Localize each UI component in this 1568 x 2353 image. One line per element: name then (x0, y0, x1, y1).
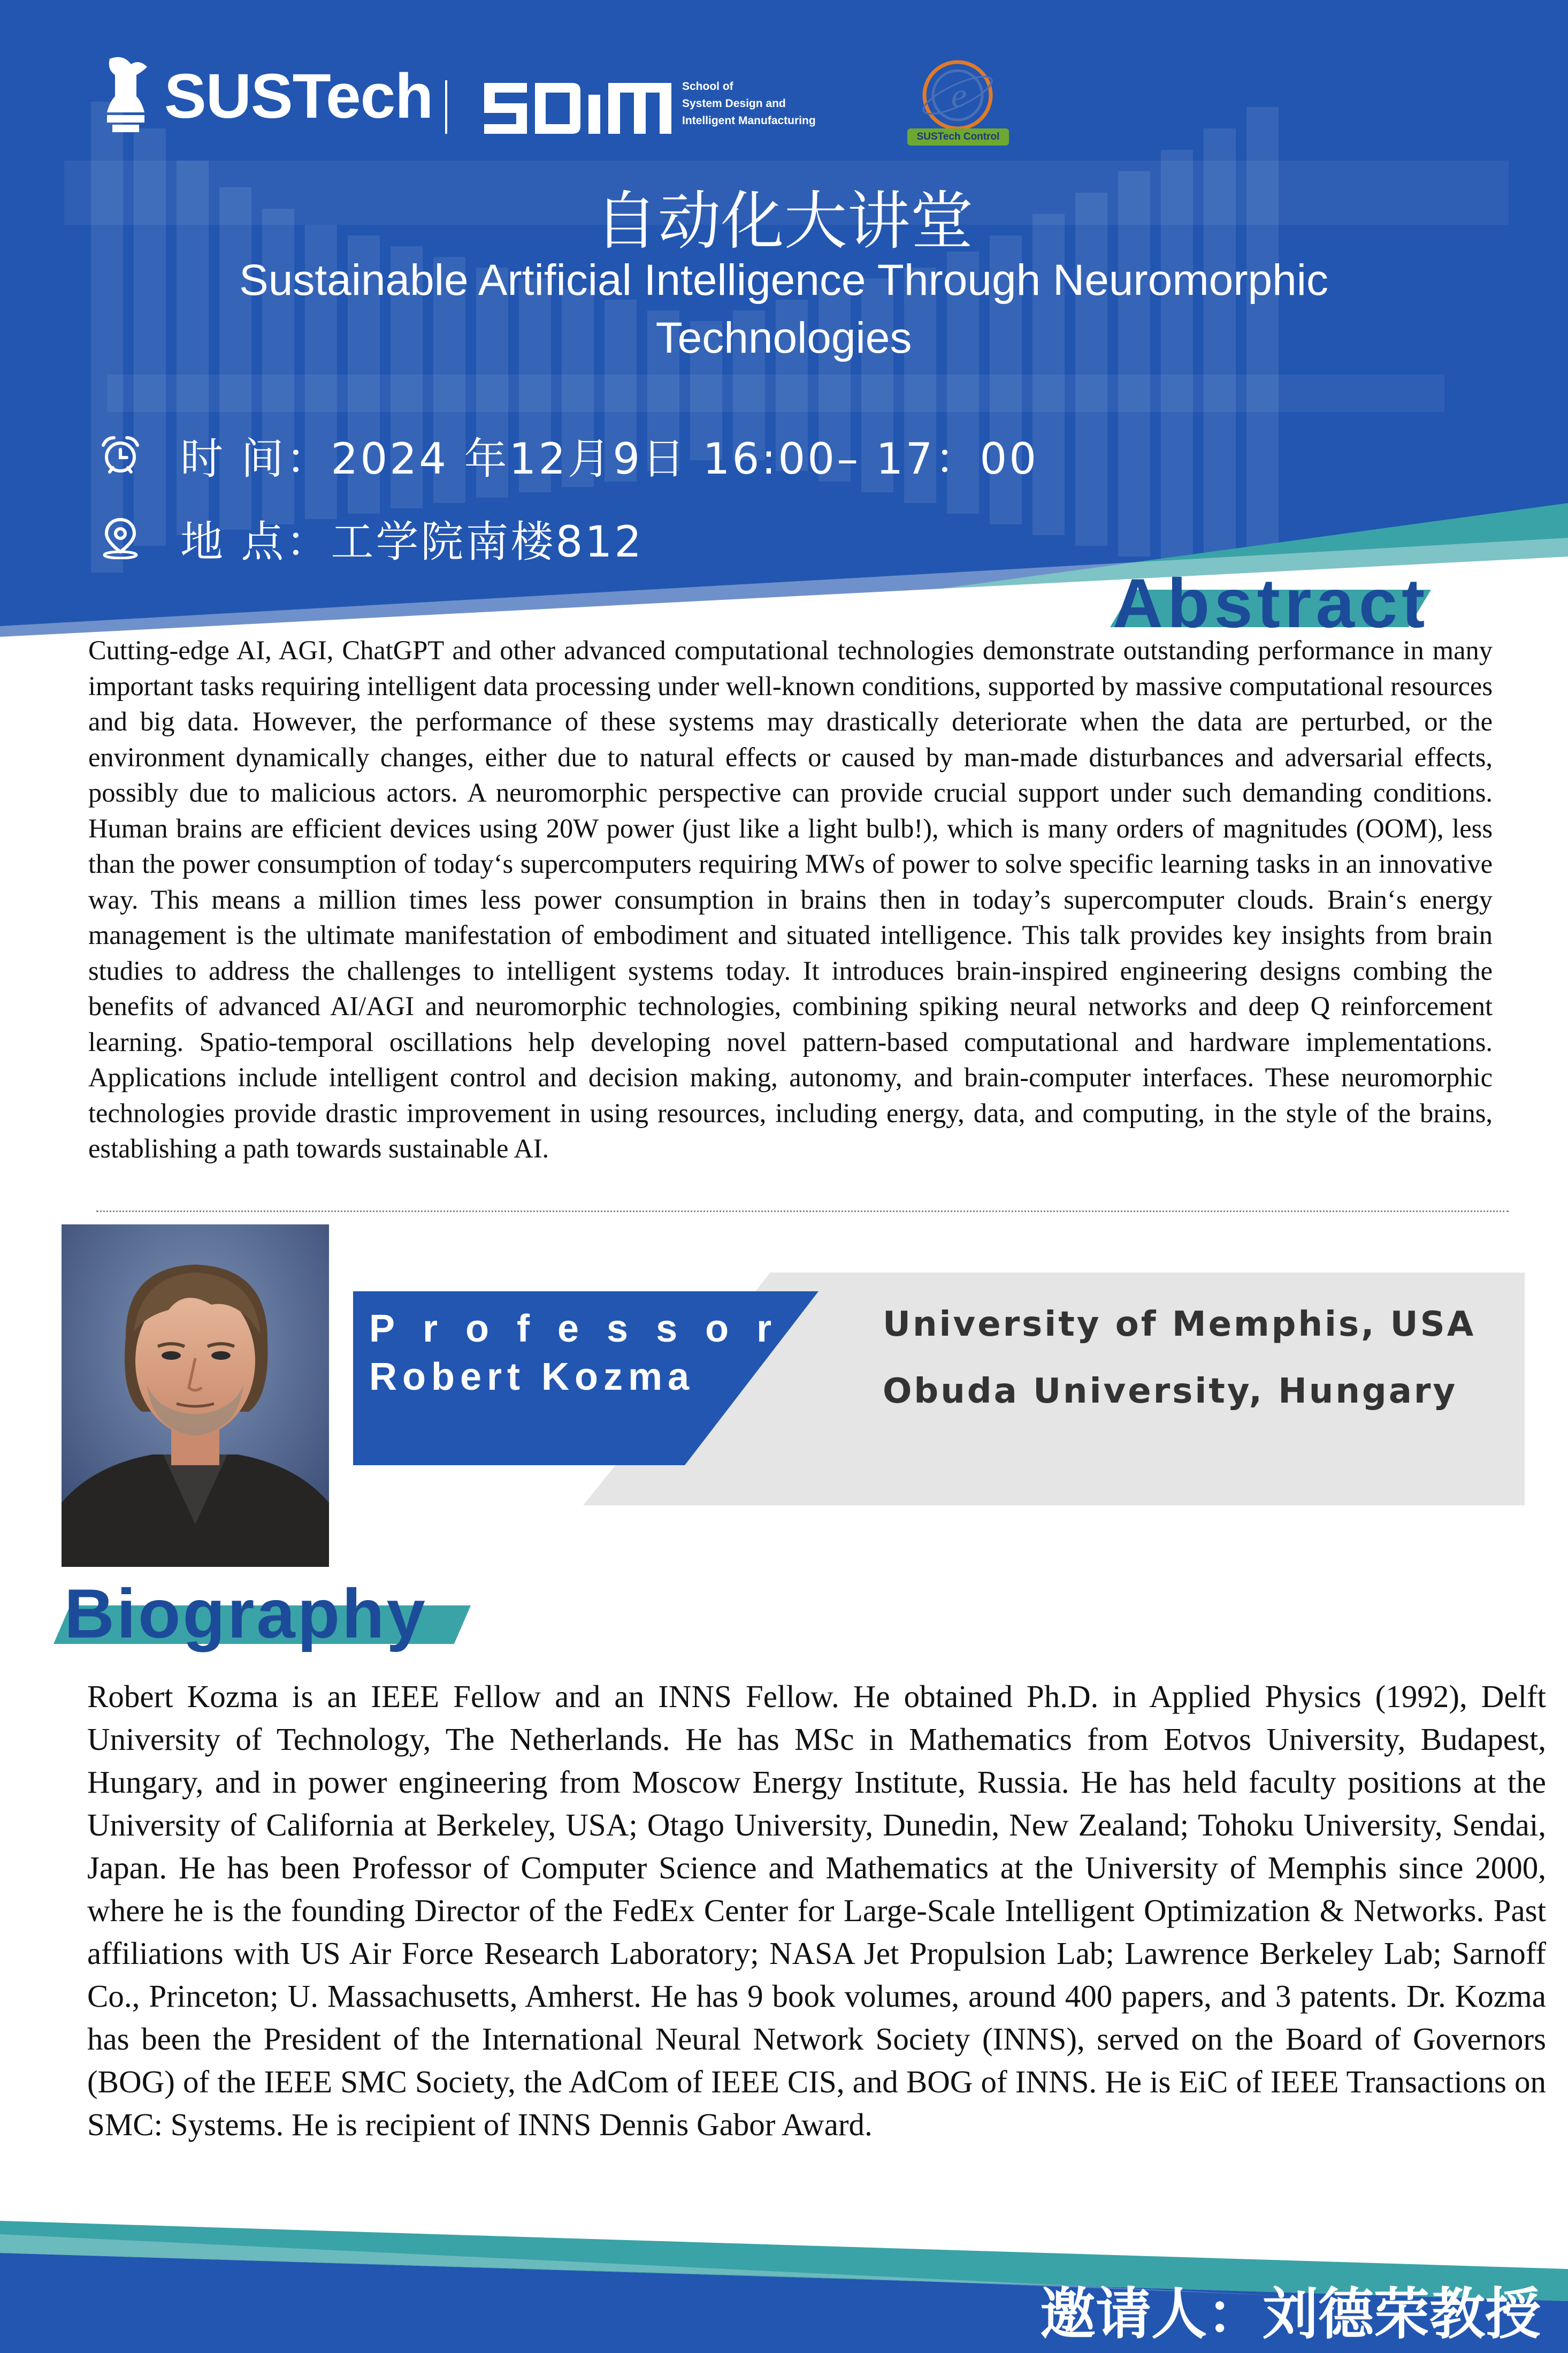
event-time: 时 间：2024 年12月9日 16:00– 17：00 (180, 433, 1039, 484)
sdim-mark-icon (484, 83, 671, 134)
abstract-heading-text: Abstract (1113, 564, 1429, 642)
speaker-affiliation-1: University of Memphis, USA (883, 1305, 1476, 1344)
control-logo-label: SUSTech Control (907, 128, 1009, 146)
section-divider (96, 1210, 1509, 1212)
time-row (99, 428, 1038, 482)
control-emblem-icon (904, 58, 1011, 133)
sustech-logo (94, 51, 433, 142)
inviter: 邀请人：刘德荣教授 (1039, 2281, 1541, 2347)
sdim-line-3: Intelligent Manufacturing (682, 115, 816, 127)
sdim-logo (484, 75, 955, 139)
sustech-emblem-icon (94, 54, 158, 139)
logo-divider (445, 80, 447, 134)
biography-text: Robert Kozma is an IEEE Fellow and an INNS Fellow. He obtained Ph.D. in Applied Physics (1992), Delft University of Technology, The Netherlands. He has MSc in Mathematics from Eotvos University, Budapest, Hungary, and in power engineering from Moscow Energy Institute, Russia. He has held faculty positions at the University of California at Berkeley, USA; Otago University, Dunedin, New Zealand; Tohoku University, Sendai, Japan. He has been Professor of Computer Science and Mathematics at the University of Memphis since 2000, where he is the founding Director of the FedEx Center for Large-Scale Intelligent Optimization & Networks. Past affiliations with US Air Force Research Laboratory; NASA Jet Propulsion Lab; Lawrence Berkeley Lab; Sarnoff Co., Princeton; U. Massachusetts, Amherst. He has 9 book volumes, around 400 papers, and 3 patents. Dr. Kozma has been the President of the International Neural Network Society (INNS), served on the Board of Governors (BOG) of the IEEE SMC Society, the AdCom of IEEE CIS, and BOG of INNS. He is EiC of IEEE Transactions on SMC: Systems. He is recipient of INNS Dennis Gabor Award. (87, 1679, 1546, 2142)
speaker-portrait (62, 1224, 329, 1567)
speaker-title: Professor (369, 1307, 800, 1350)
place-row (99, 511, 644, 565)
sustech-control-logo (904, 58, 1011, 149)
location-pin-icon (99, 516, 142, 559)
abstract-text: Cutting-edge AI, AGI, ChatGPT and other advanced computational technologies demonstrate outstanding performance in many important tasks requiring intelligent data processing under well-known conditions, supported by massive computational resources and big data. However, the performance of these systems may drastically deteriorate when the data are perturbed, or the environment dynamically changes, either due to natural effects or caused by man-made disturbances and adversarial effects, possibly due to malicious actors. A neuromorphic perspective can provide crucial support under such demanding conditions. Human brains are efficient devices using 20W power (just like a light bulb!), which is many orders of magnitudes (OOM), less than the power consumption of today‘s supercomputers requiring MWs of power to solve specific learning tasks in an innovative way. This means a million times less power consumption in brains then in today’s supercomputer clouds. Brain‘s energy management is the ultimate manifestation of embodiment and situated intelligence. This talk provides key insights from brain studies to address the challenges to intelligent systems today. It introduces brain-inspired engineering designs combing the benefits of advanced AI/AGI and neuromorphic technologies, combining spiking neural networks and deep Q reinforcement learning. Spatio-temporal oscillations help developing novel pattern-based computational and hardware implementations. Applications include intelligent control and decision making, autonomy, and brain-computer interfaces. These neuromorphic technologies provide drastic improvement in using resources, including energy, data, and computing, in the style of the brains, establishing a path towards sustainable AI. (88, 635, 1493, 1163)
speaker-affiliation-2: Obuda University, Hungary (883, 1372, 1458, 1411)
svg-text:e: e (951, 76, 967, 115)
sustech-wordmark: SUSTech (164, 61, 433, 132)
series-title: 自动化大讲堂 (594, 184, 974, 258)
sdim-line-2: System Design and (682, 97, 786, 110)
talk-title: Sustainable Artificial Intelligence Through Neuromorphic Technologies (239, 256, 1328, 362)
speaker-name: Robert Kozma (369, 1356, 695, 1398)
alarm-clock-icon (99, 433, 142, 476)
event-place: 地 点：工学院南楼812 (180, 516, 644, 567)
sdim-line-1: School of (682, 80, 733, 93)
speaker-panel (353, 1273, 1525, 1505)
biography-heading-text: Biography (64, 1574, 427, 1653)
biography-heading (53, 1576, 481, 1656)
